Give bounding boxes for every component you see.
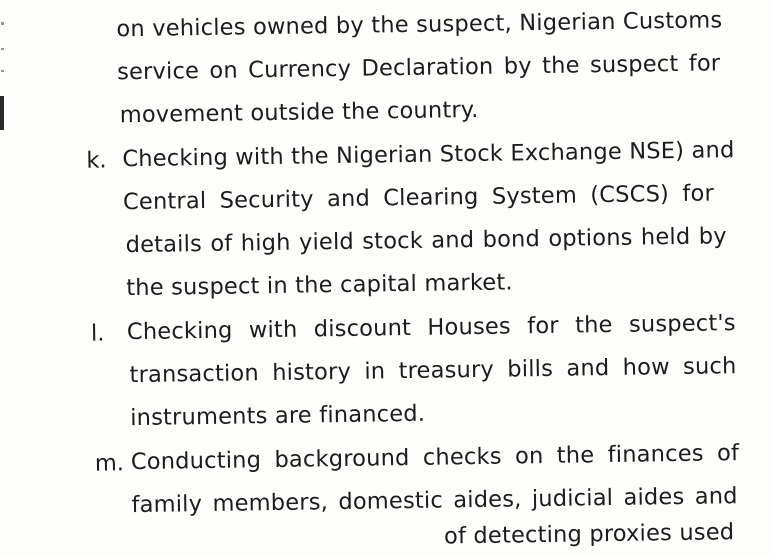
list-item-m-line-cut: of detecting proxies used <box>443 519 735 550</box>
continuation-line: service on Currency Declaration by the suspect for <box>116 50 721 86</box>
list-item-l-line: Checking with discount Houses for the suspect's <box>126 310 736 346</box>
list-item-k-line: the suspect in the capital market. <box>126 269 513 302</box>
list-item-m-line: Conducting background checks on the finances of <box>130 440 740 476</box>
continuation-line: movement outside the country. <box>119 96 479 129</box>
list-marker-l: l. <box>90 320 105 347</box>
list-item-k-line: details of high yield stock and bond options held by <box>125 223 727 259</box>
list-item-m-line: family members, domestic aides, judicial aides and <box>131 483 738 519</box>
list-item-l-line: transaction history in treasury bills and how such <box>129 353 737 389</box>
list-item-l-line: instruments are financed. <box>130 400 426 432</box>
list-marker-m: m. <box>94 450 125 477</box>
list-item-k-line: Central Security and Clearing System (CSCS) for <box>122 180 715 216</box>
list-marker-k: k. <box>86 147 107 174</box>
continuation-line: on vehicles owned by the suspect, Nigerian Customs <box>116 7 723 43</box>
list-item-k-line: Checking with the Nigerian Stock Exchange NSE) and <box>122 137 735 173</box>
